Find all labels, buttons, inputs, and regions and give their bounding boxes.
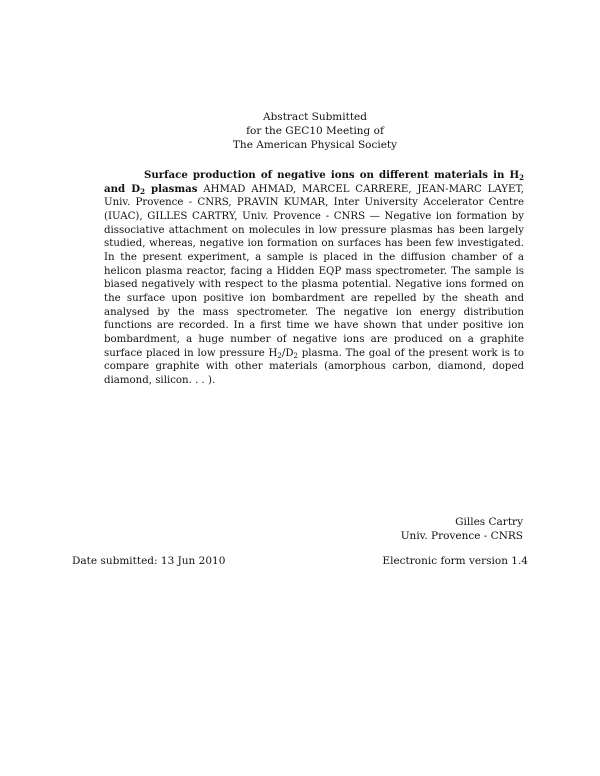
- abstract-body-part2: /D: [281, 347, 294, 359]
- form-version: Electronic form version 1.4: [382, 555, 528, 567]
- signature-block: [401, 515, 523, 543]
- submission-header: [0, 110, 600, 152]
- title-text-part3: plasmas: [144, 182, 198, 195]
- title-subscript-d2: 2: [140, 186, 145, 196]
- abstract-body-part3: plasma. The goal of the present work is to compare graphite with other materials (amorphous carbon, diamond, doped diamond, silicon. . . ).: [104, 347, 524, 386]
- header-line-society: The American Physical Society: [232, 139, 398, 151]
- title-text-part2: and D: [104, 182, 141, 195]
- signature-affiliation: Univ. Provence - CNRS: [400, 530, 523, 542]
- title-subscript-h2: 2: [519, 173, 524, 182]
- signature-name: Gilles Cartry: [455, 516, 523, 528]
- body-subscript-h2: 2: [277, 351, 282, 360]
- header-line-meeting: for the GEC10 Meeting of: [246, 125, 384, 137]
- abstract-paragraph: [104, 169, 524, 388]
- abstract-body-part1: AHMAD AHMAD, MARCEL CARRERE, JEAN-MARC LAYET, Univ. Provence - CNRS, PRAVIN KUMAR, Inter University Accelerator Centre (IUAC), GILLES CARTRY, Univ. Provence - CNRS — Negative ion formation by dissociative attachment on molecules in low pressure plasmas has been largely studied, whereas, negative ion formation on surfaces has been few investigated. In the present experiment, a sample is placed in the diffusion chamber of a helicon plasma reactor, facing a Hidden EQP mass spectrometer. The sample is biased negatively with respect to the plasma potential. Negative ions formed on the surface upon positive ion bombardment are repelled by the sheath and analysed by the mass spectrometer. The negative ion energy distribution functions are recorded. In a first time we have shown that under positive ion bombardment, a huge number of negative ions are produced on a graphite surface placed in low pressure H: [104, 183, 525, 359]
- title-text-part1: Surface production of negative ions on different materials in H: [144, 169, 520, 181]
- date-submitted: Date submitted: 13 Jun 2010: [72, 555, 226, 567]
- body-subscript-d2: 2: [293, 351, 298, 360]
- header-line-abstract-submitted: Abstract Submitted: [263, 111, 367, 123]
